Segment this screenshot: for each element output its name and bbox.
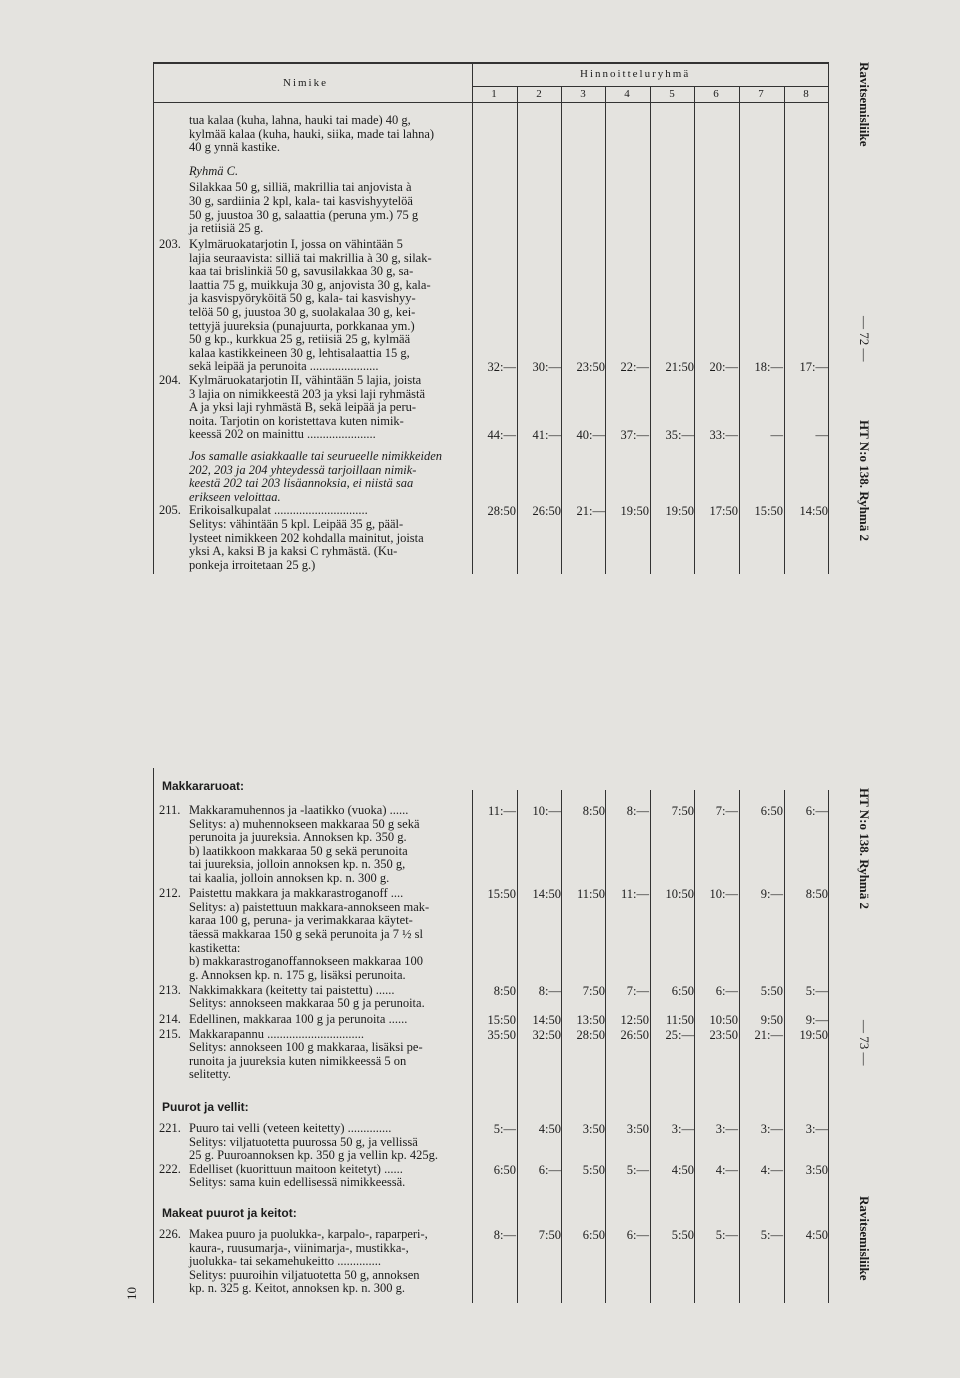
item-price: 44:— bbox=[487, 428, 516, 443]
item-price: 32:— bbox=[487, 360, 516, 375]
item-line: Selitys: viljatuotetta puurossa 50 g, ja vellissä bbox=[189, 1134, 418, 1149]
item-price: 7:50 bbox=[582, 983, 605, 998]
group-c-heading: Ryhmä C. bbox=[189, 163, 239, 178]
item-price: 11:50 bbox=[665, 1012, 694, 1027]
item-line: noita. Tarjotin on koristettava kuten nimik- bbox=[189, 413, 404, 428]
side-top-ref: HT N:o 138. Ryhmä 2 bbox=[857, 420, 872, 542]
item-price: 15:50 bbox=[487, 887, 516, 902]
item-price: 33:— bbox=[709, 428, 738, 443]
note-line: 202, 203 ja 204 yhteydessä tarjoillaan nimik- bbox=[189, 462, 417, 477]
item-price: 7:— bbox=[626, 983, 649, 998]
item-price: 6:— bbox=[626, 1228, 649, 1242]
item-price: 17:50 bbox=[709, 504, 738, 519]
group-number: 3 bbox=[580, 88, 586, 100]
item-price: 3:— bbox=[671, 1122, 694, 1136]
item-price: 8:50 bbox=[493, 983, 516, 998]
item-line: Edellinen, makkaraa 100 g ja perunoita ...... bbox=[189, 1011, 408, 1026]
item-line: g. Annoksen kp. n. 175 g, lisäksi perunoita. bbox=[189, 967, 406, 982]
item-line: Paistettu makkara ja makkarastroganoff .... bbox=[189, 886, 404, 901]
item-price: 5:— bbox=[715, 1228, 738, 1242]
top-right-border bbox=[828, 62, 829, 574]
bottom-left-border bbox=[153, 768, 154, 1303]
col-divider bbox=[694, 790, 695, 1303]
item-price: 19:50 bbox=[799, 1027, 828, 1042]
item-number: 221. bbox=[159, 1121, 181, 1135]
item-price: 4:— bbox=[715, 1162, 738, 1177]
group-c-line: ja retiisiä 25 g. bbox=[189, 221, 264, 236]
item-price: 21:— bbox=[754, 1027, 783, 1042]
bottom-name-divider bbox=[472, 790, 473, 1303]
item-line: kaura-, ruusumarja-, viinimarja-, mustikka-, bbox=[189, 1240, 409, 1255]
item-price: 8:50 bbox=[582, 804, 605, 818]
group-number: 5 bbox=[669, 88, 675, 100]
side-bottom-page: — 73 — bbox=[857, 1020, 872, 1066]
item-price: 6:50 bbox=[493, 1162, 516, 1177]
item-price: 5:— bbox=[805, 983, 828, 998]
item-line: Puuro tai velli (veteen keitetty) .............. bbox=[189, 1121, 392, 1135]
col-divider bbox=[739, 790, 740, 1303]
item-line: selitetty. bbox=[189, 1067, 231, 1082]
item-price: 14:50 bbox=[532, 887, 561, 902]
item-price: 7:50 bbox=[671, 804, 694, 818]
item-line: A ja yksi laji ryhmästä B, sekä leipää ja peru- bbox=[189, 400, 417, 415]
col-divider bbox=[784, 86, 785, 574]
item-line: tai kaalia, jolloin annoksen kp. n. 300 g. bbox=[189, 871, 390, 885]
page-number-left: 10 bbox=[124, 1287, 139, 1300]
item-number: 205. bbox=[159, 503, 181, 518]
item-price: 6:50 bbox=[760, 804, 783, 818]
item-line: keessä 202 on mainittu ...................... bbox=[189, 427, 376, 442]
item-line: täessä makkaraa 150 g sekä perunoita ja 7 ½ sl bbox=[189, 926, 423, 941]
item-price: 8:— bbox=[538, 983, 561, 998]
item-line: b) laatikkoon makkaraa 50 g sekä perunoita bbox=[189, 843, 408, 858]
col-divider bbox=[694, 86, 695, 574]
item-line: perunoita ja juureksia. Annoksen kp. 350 g. bbox=[189, 830, 407, 845]
item-line: karaa 100 g, peruna- ja verimakkaraa käytet- bbox=[189, 913, 413, 928]
item-price: 6:— bbox=[538, 1162, 561, 1177]
item-line: kalaa kastikkeineen 30 g, lehtisalaattia 15 g, bbox=[189, 345, 410, 360]
group-number: 1 bbox=[491, 88, 497, 100]
item-line: 25 g. Puuroannoksen kp. 350 g ja vellin kp. 425g. bbox=[189, 1148, 438, 1163]
item-number: 213. bbox=[159, 982, 181, 997]
intro-line: tua kalaa (kuha, lahna, hauki tai made) 40 g, bbox=[189, 113, 411, 127]
item-line: Kylmäruokatarjotin I, jossa on vähintään 5 bbox=[189, 237, 403, 251]
item-line: Selitys: a) muhennokseen makkaraa 50 g sekä bbox=[189, 816, 420, 831]
item-price: 10:50 bbox=[709, 1012, 738, 1027]
item-line: yksi A, kaksi B ja kaksi C ryhmästä. (Ku- bbox=[189, 544, 398, 559]
item-price: 6:— bbox=[715, 983, 738, 998]
item-price: 3:50 bbox=[626, 1122, 649, 1136]
item-line: tettyjä juureksia (punajuurta, porkkanaa ym.) bbox=[189, 318, 415, 333]
side-top-page: — 72 — bbox=[857, 316, 872, 362]
note-line: Jos samalle asiakkaalle tai seurueelle nimikkeiden bbox=[189, 449, 443, 463]
note-line: erikseen veloittaa. bbox=[189, 489, 281, 504]
intro-line: 40 g ynnä kastike. bbox=[189, 140, 280, 155]
item-price: 4:50 bbox=[671, 1162, 694, 1177]
item-price: 9:— bbox=[805, 1012, 828, 1027]
item-line: 50 g kp., kurkkua 25 g, retiisiä 25 g, kylmää bbox=[189, 332, 411, 347]
item-price: 22:— bbox=[620, 360, 649, 375]
top-left-border bbox=[153, 62, 154, 574]
item-price: 5:— bbox=[493, 1122, 516, 1136]
item-price: 4:— bbox=[760, 1162, 783, 1177]
item-price: — bbox=[815, 428, 828, 443]
item-price: 5:50 bbox=[582, 1162, 605, 1177]
col-divider bbox=[605, 86, 606, 574]
item-price: 37:— bbox=[620, 428, 649, 443]
item-price: 41:— bbox=[532, 428, 561, 443]
item-price: 14:50 bbox=[532, 1012, 561, 1027]
item-price: 35:— bbox=[665, 428, 694, 443]
item-price: 9:50 bbox=[760, 1012, 783, 1027]
item-number: 211. bbox=[159, 803, 181, 817]
item-line: sekä leipää ja perunoita ...................... bbox=[189, 359, 379, 374]
header-bottom-rule bbox=[153, 102, 829, 103]
bottom-right-border bbox=[828, 790, 829, 1303]
item-price: 10:— bbox=[532, 804, 561, 818]
item-line: kastiketta: bbox=[189, 940, 241, 955]
group-c-line: Silakkaa 50 g, silliä, makrillia tai anjovista à bbox=[189, 180, 412, 195]
item-number: 203. bbox=[159, 237, 181, 251]
intro-line: kylmää kalaa (kuha, hauki, siika, made tai lahna) bbox=[189, 126, 435, 141]
item-line: lysteet nimikkeen 202 kohdalla mainitut, joista bbox=[189, 530, 424, 545]
item-line: Selitys: annokseen 100 g makkaraa, lisäksi pe- bbox=[189, 1040, 423, 1055]
item-price: 4:50 bbox=[538, 1122, 561, 1136]
item-line: kaa tai brislinkiä 50 g, savusilakkaa 30 g, sa- bbox=[189, 264, 414, 279]
item-price: 6:— bbox=[805, 804, 828, 818]
item-price: 7:50 bbox=[538, 1228, 561, 1242]
item-number: 214. bbox=[159, 1011, 181, 1026]
group-number: 4 bbox=[624, 88, 630, 100]
col-divider bbox=[650, 86, 651, 574]
side-top-title: Ravitsemisliike bbox=[857, 62, 872, 147]
group-number: 7 bbox=[758, 88, 764, 100]
item-line: 3 lajia on nimikkeestä 203 ja yksi laji ryhmästä bbox=[189, 386, 426, 401]
col-divider bbox=[517, 790, 518, 1303]
item-price: 3:— bbox=[715, 1122, 738, 1136]
item-price: 3:50 bbox=[805, 1162, 828, 1177]
col-divider bbox=[605, 790, 606, 1303]
item-price: 15:50 bbox=[487, 1012, 516, 1027]
item-line: Makkaramuhennos ja -laatikko (vuoka) ...... bbox=[189, 803, 409, 817]
item-price: 18:— bbox=[754, 360, 783, 375]
item-price: 13:50 bbox=[576, 1012, 605, 1027]
top-name-divider bbox=[472, 62, 473, 574]
item-line: Selitys: puuroihin viljatuotetta 50 g, annoksen bbox=[189, 1267, 420, 1282]
item-price: 23:50 bbox=[576, 360, 605, 375]
side-bottom-ref: HT N:o 138. Ryhmä 2 bbox=[857, 788, 872, 910]
item-line: kp. n. 325 g. Keitot, annoksen kp. n. 300 g. bbox=[189, 1281, 405, 1296]
item-price: 20:— bbox=[709, 360, 738, 375]
item-price: 3:— bbox=[805, 1122, 828, 1136]
item-price: 40:— bbox=[576, 428, 605, 443]
item-price: 10:50 bbox=[665, 887, 694, 902]
item-price: 5:50 bbox=[760, 983, 783, 998]
section-makeat: Makeat puurot ja keitot: bbox=[162, 1206, 297, 1220]
group-number: 2 bbox=[536, 88, 542, 100]
item-line: Makkarapannu ............................... bbox=[189, 1026, 364, 1041]
item-price: 23:50 bbox=[709, 1027, 738, 1042]
item-line: Kylmäruokatarjotin II, vähintään 5 lajia, joista bbox=[189, 373, 422, 387]
side-bottom-title: Ravitsemisliike bbox=[857, 1196, 872, 1281]
item-line: juolukka- tai sekamehukeitto .............. bbox=[189, 1254, 381, 1269]
item-line: Selitys: vähintään 5 kpl. Leipää 35 g, pääl- bbox=[189, 517, 404, 531]
item-price: 9:— bbox=[760, 887, 783, 902]
item-price: 32:50 bbox=[532, 1027, 561, 1042]
item-line: lajia seuraavista: silliä tai makrillia à 30 g, silak- bbox=[189, 250, 432, 265]
item-number: 215. bbox=[159, 1026, 181, 1041]
item-number: 222. bbox=[159, 1161, 181, 1176]
section-makkara: Makkararuoat: bbox=[162, 779, 245, 793]
item-price: 8:— bbox=[493, 1228, 516, 1242]
item-price: 15:50 bbox=[754, 504, 783, 519]
item-price: 14:50 bbox=[799, 504, 828, 519]
item-price: 11:— bbox=[487, 804, 516, 818]
item-price: 6:50 bbox=[582, 1228, 605, 1242]
item-price: 28:50 bbox=[487, 504, 516, 519]
group-number: 8 bbox=[803, 88, 809, 100]
item-line: Selitys: a) paistettuun makkara-annokseen mak- bbox=[189, 899, 430, 914]
item-price: 7:— bbox=[715, 804, 738, 818]
group-number: 6 bbox=[713, 88, 719, 100]
top-rule bbox=[153, 62, 829, 64]
item-price: 26:50 bbox=[532, 504, 561, 519]
item-price: 28:50 bbox=[576, 1027, 605, 1042]
item-price: 19:50 bbox=[665, 504, 694, 519]
col-divider bbox=[561, 790, 562, 1303]
col-divider bbox=[517, 86, 518, 574]
item-price: 11:50 bbox=[576, 887, 605, 902]
item-line: b) makkarastroganoffannokseen makkaraa 100 bbox=[189, 954, 424, 969]
group-c-line: 50 g, juustoa 30 g, salaattia (peruna ym.) 75 g bbox=[189, 207, 419, 222]
col-divider bbox=[561, 86, 562, 574]
item-number: 204. bbox=[159, 373, 181, 387]
item-line: runoita ja juureksia kuten nimikkeessä 5 on bbox=[189, 1053, 407, 1068]
group-c-line: 30 g, sardiinia 2 kpl, kala- tai kasvishyytelöä bbox=[189, 194, 413, 208]
item-price: 5:— bbox=[760, 1228, 783, 1242]
item-line: Selitys: annokseen makkaraa 50 g ja perunoita. bbox=[189, 996, 425, 1011]
item-price: — bbox=[770, 428, 783, 443]
item-price: 26:50 bbox=[620, 1027, 649, 1042]
item-price: 3:50 bbox=[582, 1122, 605, 1136]
note-line: keestä 202 tai 203 lisäannoksia, ei niistä saa bbox=[189, 476, 414, 491]
item-price: 4:50 bbox=[805, 1228, 828, 1242]
item-price: 10:— bbox=[709, 887, 738, 902]
item-price: 8:— bbox=[626, 804, 649, 818]
group-header-rule bbox=[472, 86, 828, 87]
item-price: 5:— bbox=[626, 1162, 649, 1177]
item-number: 212. bbox=[159, 886, 181, 901]
header-name: Nimike bbox=[283, 77, 328, 89]
item-line: ja kasvispyöryköitä 50 g, kala- tai kasvishyy- bbox=[189, 291, 416, 306]
item-price: 35:50 bbox=[487, 1027, 516, 1042]
item-title: Erikoisalkupalat .............................. bbox=[189, 503, 368, 518]
section-puurot: Puurot ja vellit: bbox=[162, 1100, 249, 1114]
col-divider bbox=[739, 86, 740, 574]
col-divider bbox=[784, 790, 785, 1303]
item-line: Nakkimakkara (keitetty tai paistettu) ...... bbox=[189, 982, 395, 997]
item-line: telöä 50 g, juustoa 30 g, suolakalaa 30 g, kei- bbox=[189, 305, 416, 319]
item-price: 30:— bbox=[532, 360, 561, 375]
item-price: 25:— bbox=[665, 1027, 694, 1042]
item-price: 19:50 bbox=[620, 504, 649, 519]
item-price: 21:50 bbox=[665, 360, 694, 375]
item-line: laattia 75 g, muikkuja 30 g, anjovista 30 g, kala- bbox=[189, 277, 431, 292]
item-price: 21:— bbox=[576, 504, 605, 519]
item-line: ponkeja irroitetaan 25 g.) bbox=[189, 557, 316, 572]
item-price: 11:— bbox=[620, 887, 649, 902]
item-price: 17:— bbox=[799, 360, 828, 375]
item-line: Selitys: sama kuin edellisessä nimikkeessä. bbox=[189, 1175, 406, 1190]
item-price: 5:50 bbox=[671, 1228, 694, 1242]
header-groups: Hinnoitteluryhmä bbox=[580, 68, 691, 80]
item-number: 226. bbox=[159, 1227, 181, 1241]
item-line: Makea puuro ja puolukka-, karpalo-, raparperi-, bbox=[189, 1227, 428, 1241]
item-price: 12:50 bbox=[620, 1012, 649, 1027]
col-divider bbox=[650, 790, 651, 1303]
item-price: 6:50 bbox=[671, 983, 694, 998]
item-price: 3:— bbox=[760, 1122, 783, 1136]
item-price: 8:50 bbox=[805, 887, 828, 902]
item-line: Edelliset (kuorittuun maitoon keitetyt) ...... bbox=[189, 1161, 403, 1176]
item-line: tai juureksia, jolloin annoksen kp. n. 350 g, bbox=[189, 857, 406, 872]
